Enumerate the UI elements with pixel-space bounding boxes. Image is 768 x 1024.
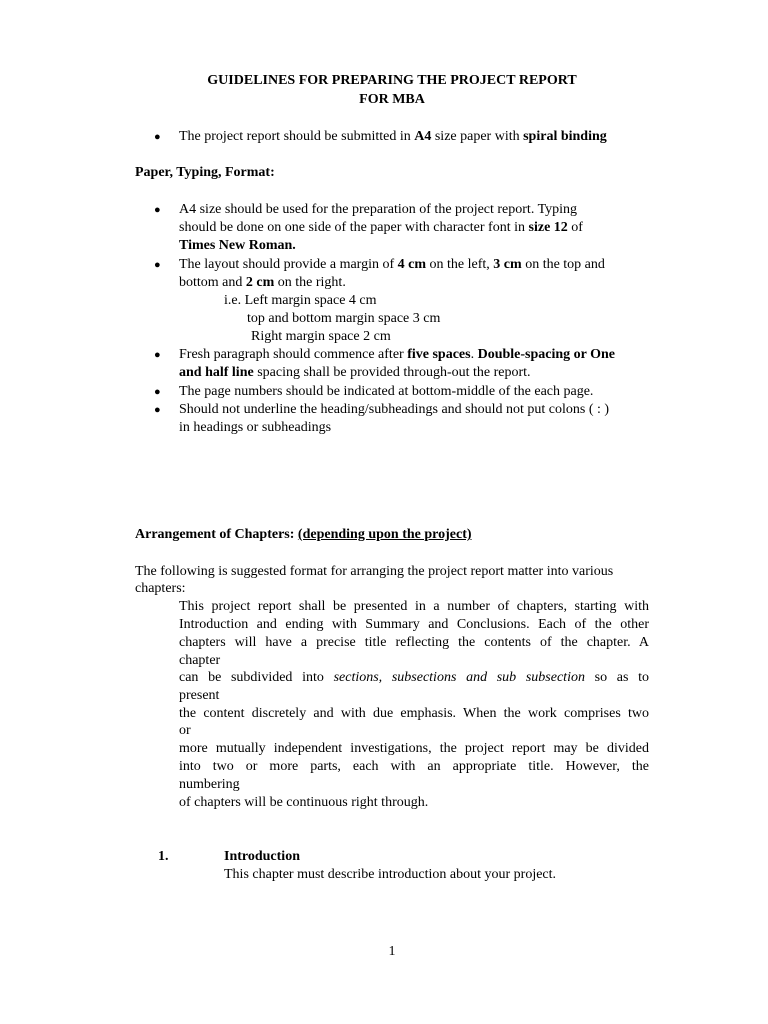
bullet-marker: ●: [154, 349, 161, 361]
chapters-para-line-6: present: [179, 688, 220, 703]
paper-bullet-2-line-1: The layout should provide a margin of 4 cm on the left, 3 cm on the top and: [179, 257, 605, 272]
chapters-para-line-7: the content discretely and with due emphasis. When the work comprises two: [179, 706, 649, 721]
chapters-para-line-12: of chapters will be continuous right through.: [179, 795, 429, 810]
paper-bullet-5-line-2: in headings or subheadings: [179, 420, 332, 435]
chapters-para-line-4: chapter: [179, 653, 221, 668]
bullet-marker: ●: [154, 131, 161, 143]
page-number: 1: [388, 944, 396, 959]
title-line-2: FOR MBA: [359, 92, 425, 107]
intro-bullet-text: The project report should be submitted in A4 size paper with spiral binding: [179, 129, 607, 144]
chapters-para-line-9: more mutually independent investigations, the project report may be divided: [179, 741, 649, 756]
following-line-1: The following is suggested format for arranging the project report matter into various: [135, 564, 614, 579]
chapters-para-line-1: This project report shall be presented in a number of chapters, starting with: [179, 599, 649, 614]
margin-example-line-3: Right margin space 2 cm: [251, 329, 391, 344]
chapter-1-title: Introduction: [224, 849, 300, 864]
paper-bullet-2-line-2: bottom and 2 cm on the right.: [179, 275, 346, 290]
paper-bullet-1-line-2: should be done on one side of the paper with character font in size 12 of: [179, 220, 583, 235]
paper-bullet-3-line-2: and half line spacing shall be provided through-out the report.: [179, 365, 531, 380]
paper-bullet-1-line-3: Times New Roman.: [179, 238, 296, 253]
section-heading-paper: Paper, Typing, Format:: [135, 165, 275, 180]
bullet-marker: ●: [154, 204, 161, 216]
bullet-marker: ●: [154, 386, 161, 398]
chapter-1-description: This chapter must describe introduction about your project.: [224, 867, 557, 882]
bullet-marker: ●: [154, 404, 161, 416]
following-line-2: chapters:: [135, 581, 186, 596]
paper-bullet-4: The page numbers should be indicated at bottom-middle of the each page.: [179, 384, 594, 399]
paper-bullet-1-line-1: A4 size should be used for the preparation of the project report. Typing: [179, 202, 578, 217]
title-line-1: GUIDELINES FOR PREPARING THE PROJECT REPORT: [207, 73, 577, 88]
paper-bullet-3-line-1: Fresh paragraph should commence after five spaces. Double-spacing or One: [179, 347, 616, 362]
margin-example-line-1: i.e. Left margin space 4 cm: [224, 293, 377, 308]
chapters-para-line-10: into two or more parts, each with an appropriate title. However, the: [179, 759, 649, 774]
chapters-para-line-8: or: [179, 723, 191, 738]
chapter-1-number: 1.: [158, 849, 169, 864]
margin-example-line-2: top and bottom margin space 3 cm: [247, 311, 441, 326]
arrangement-note: (depending upon the project): [297, 527, 472, 542]
chapters-para-line-2: Introduction and ending with Summary and Conclusions. Each of the other: [179, 617, 649, 632]
chapters-para-line-5: can be subdivided into sections, subsections and sub subsection so as to: [179, 670, 649, 685]
chapters-para-line-11: numbering: [179, 777, 240, 792]
section-heading-arrangement: Arrangement of Chapters: (depending upon the project): [135, 527, 472, 542]
paper-bullet-5-line-1: Should not underline the heading/subheadings and should not put colons ( : ): [179, 402, 610, 417]
chapters-para-line-3: chapters will have a precise title reflecting the contents of the chapter. A: [179, 635, 649, 650]
bullet-marker: ●: [154, 259, 161, 271]
